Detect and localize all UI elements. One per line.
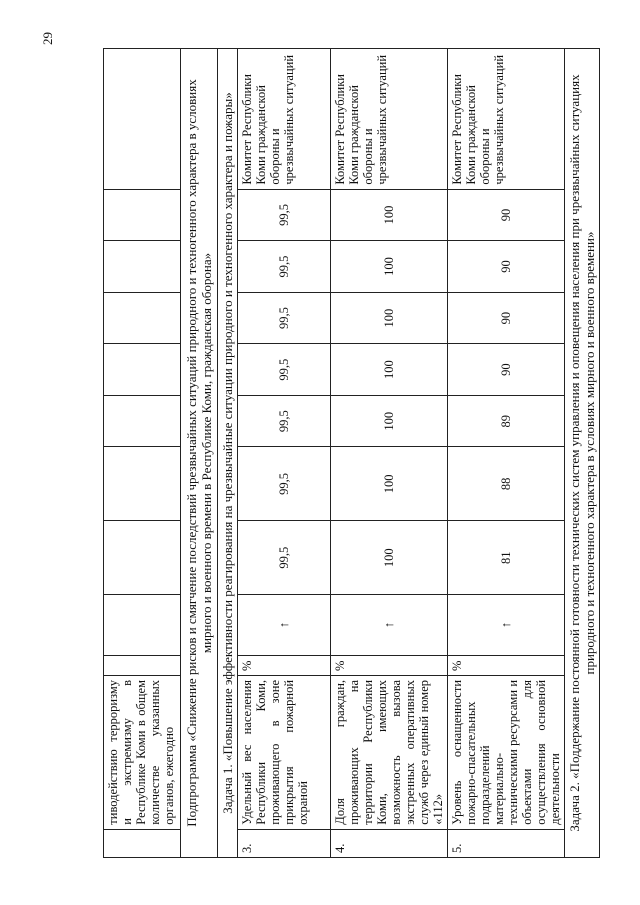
cell-empty (104, 655, 181, 675)
cell-empty (104, 595, 181, 656)
value-cell: 90 (448, 344, 565, 396)
value-cell: 99,5 (238, 344, 331, 396)
row-number: 4. (331, 829, 448, 857)
value-cell: 99,5 (238, 521, 331, 595)
value-cell: 88 (448, 447, 565, 521)
unit: % (331, 655, 448, 675)
value-cell: 89 (448, 395, 565, 447)
trend-arrow-icon: ↑ (331, 595, 448, 656)
table-row (331, 49, 448, 858)
row-number: 3. (238, 829, 331, 857)
value-cell: 100 (331, 344, 448, 396)
cell-empty (104, 447, 181, 521)
cell-empty (104, 521, 181, 595)
trend-arrow-icon: ↑ (448, 595, 565, 656)
task1-title: Задача 1. «Повышение эффективности реагирования на чрезвычайные ситуации природного и техногенного характера и пожары» (218, 49, 238, 858)
cell-empty (104, 49, 181, 190)
cell-empty (104, 829, 181, 857)
value-cell: 99,5 (238, 292, 331, 344)
cell-empty (104, 189, 181, 241)
table-row (104, 49, 181, 858)
value-cell: 90 (448, 241, 565, 293)
row-number: 5. (448, 829, 565, 857)
value-cell: 99,5 (238, 447, 331, 521)
indicator-name: Доля граждан, проживающих на территории Республики Коми, имеющих возможность вызова экстренных оперативных служб через единый номер «112» (331, 675, 448, 829)
subprogram-row (181, 49, 218, 858)
value-cell: 99,5 (238, 395, 331, 447)
responsible-body: Комитет Республики Коми гражданской обороны и чрезвычайных ситуаций (448, 49, 565, 190)
cell-empty (104, 344, 181, 396)
indicator-name: Удельный вес населения Республики Коми, проживающего в зоне прикрытия пожарной охраной (238, 675, 331, 829)
table-row (238, 49, 331, 858)
responsible-body: Комитет Республики Коми гражданской обороны и чрезвычайных ситуаций (331, 49, 448, 190)
trend-arrow-icon: ↑ (238, 595, 331, 656)
value-cell: 100 (331, 189, 448, 241)
cell-empty (104, 395, 181, 447)
task-row (218, 49, 238, 858)
value-cell: 99,5 (238, 189, 331, 241)
task2-title: Задача 2. «Поддержание постоянной готовности технических систем управления и оповещения населения при чрезвычайных ситуациях природного и техногенного характера в условиях мирного и военного времени» (565, 49, 600, 858)
page-number: 29 (40, 32, 55, 45)
table-row (448, 49, 565, 858)
subprogram-title: Подпрограмма «Снижение рисков и смягчение последствий чрезвычайных ситуаций природного и техногенного характера в условиях мирного и военного времени в Республике Коми, гражданская оборона» (181, 49, 218, 858)
value-cell: 100 (331, 521, 448, 595)
value-cell: 100 (331, 447, 448, 521)
value-cell: 81 (448, 521, 565, 595)
value-cell: 90 (448, 189, 565, 241)
value-cell: 100 (331, 241, 448, 293)
value-cell: 99,5 (238, 241, 331, 293)
task-row (565, 49, 600, 858)
continuation-text: тиводействию терроризму и экстремизму в Республике Коми в общем количестве указанных органов, ежегодно (104, 675, 181, 829)
responsible-body: Комитет Республики Коми гражданской обороны и чрезвычайных ситуаций (238, 49, 331, 190)
unit: % (238, 655, 331, 675)
cell-empty (104, 241, 181, 293)
indicator-name: Уровень оснащенности пожарно-спасательных подразделений материально-техническими ресурсами и объектами для осуществления основной деятельности (448, 675, 565, 829)
unit: % (448, 655, 565, 675)
indicators-table (103, 48, 600, 858)
value-cell: 100 (331, 395, 448, 447)
rotated-table-container (103, 48, 598, 858)
value-cell: 90 (448, 292, 565, 344)
value-cell: 100 (331, 292, 448, 344)
cell-empty (104, 292, 181, 344)
